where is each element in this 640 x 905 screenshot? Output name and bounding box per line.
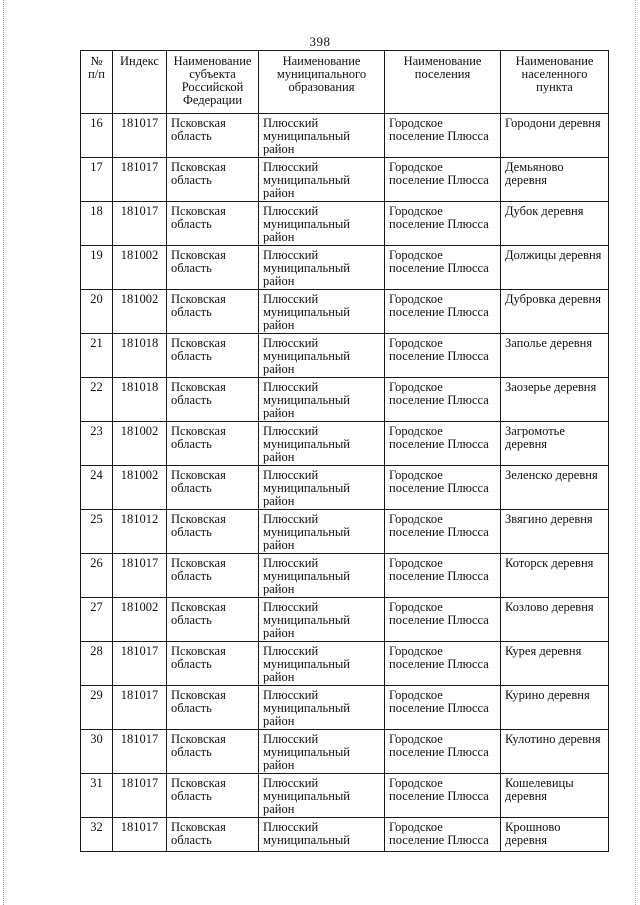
table-row <box>81 114 609 158</box>
row-index-text: 181002 <box>120 600 159 614</box>
row-settlement-text: Городское поселение Плюсса <box>389 600 489 627</box>
table-body <box>81 114 609 852</box>
row-locality <box>501 334 609 378</box>
row-subject <box>167 290 259 334</box>
row-number <box>81 378 113 422</box>
row-subject <box>167 246 259 290</box>
row-index <box>113 510 167 554</box>
row-subject-text: Псковская область <box>171 204 226 231</box>
row-locality <box>501 158 609 202</box>
row-index <box>113 158 167 202</box>
row-municipality-text: Плюсский муниципальный район <box>263 688 350 728</box>
row-municipality-text: Плюсский муниципальный район <box>263 776 350 816</box>
row-number <box>81 642 113 686</box>
row-number-text: 16 <box>90 116 103 130</box>
row-number-text: 28 <box>90 644 103 658</box>
row-municipality-text: Плюсский муниципальный район <box>263 116 350 156</box>
row-number <box>81 158 113 202</box>
row-municipality-text: Плюсский муниципальный <box>263 820 350 847</box>
row-locality <box>501 818 609 852</box>
row-number <box>81 554 113 598</box>
table-row <box>81 774 609 818</box>
row-subject <box>167 510 259 554</box>
row-index-text: 181017 <box>120 556 159 570</box>
row-subject-text: Псковская область <box>171 512 226 539</box>
row-number-text: 19 <box>90 248 103 262</box>
row-index-text: 181002 <box>120 424 159 438</box>
row-subject <box>167 202 259 246</box>
row-municipality-text: Плюсский муниципальный район <box>263 424 350 464</box>
row-municipality <box>259 334 385 378</box>
row-index <box>113 774 167 818</box>
row-locality <box>501 114 609 158</box>
row-settlement-text: Городское поселение Плюсса <box>389 556 489 583</box>
settlements-table <box>80 50 609 852</box>
row-locality <box>501 466 609 510</box>
row-subject <box>167 642 259 686</box>
row-subject <box>167 378 259 422</box>
header-number: № п/п <box>81 51 113 114</box>
row-settlement-text: Городское поселение Плюсса <box>389 380 489 407</box>
header-municipality: Наименование муниципального образования <box>259 51 385 114</box>
row-municipality <box>259 114 385 158</box>
row-subject-text: Псковская область <box>171 688 226 715</box>
row-subject-text: Псковская область <box>171 776 226 803</box>
row-subject <box>167 554 259 598</box>
row-number-text: 30 <box>90 732 103 746</box>
header-index: Индекс <box>113 51 167 114</box>
row-settlement <box>385 202 501 246</box>
row-municipality <box>259 246 385 290</box>
row-municipality <box>259 774 385 818</box>
table-row <box>81 334 609 378</box>
row-number-text: 32 <box>90 820 103 834</box>
row-settlement <box>385 246 501 290</box>
row-index <box>113 598 167 642</box>
table-row <box>81 202 609 246</box>
row-settlement-text: Городское поселение Плюсса <box>389 116 489 143</box>
row-municipality-text: Плюсский муниципальный район <box>263 336 350 376</box>
table-row <box>81 158 609 202</box>
row-number-text: 27 <box>90 600 103 614</box>
row-number <box>81 686 113 730</box>
row-number-text: 20 <box>90 292 103 306</box>
row-subject-text: Псковская область <box>171 160 226 187</box>
table-row <box>81 246 609 290</box>
scan-edge-right <box>635 0 637 905</box>
row-locality <box>501 378 609 422</box>
row-locality-text: Заполье деревня <box>505 336 593 350</box>
row-locality <box>501 730 609 774</box>
row-settlement-text: Городское поселение Плюсса <box>389 776 489 803</box>
header-settlement: Наименование поселения <box>385 51 501 114</box>
row-number <box>81 290 113 334</box>
row-settlement <box>385 290 501 334</box>
row-index-text: 181017 <box>120 776 159 790</box>
row-settlement-text: Городское поселение Плюсса <box>389 160 489 187</box>
row-settlement-text: Городское поселение Плюсса <box>389 336 489 363</box>
row-number <box>81 114 113 158</box>
row-locality-text: Козлово деревня <box>505 600 594 614</box>
row-settlement <box>385 686 501 730</box>
row-subject <box>167 818 259 852</box>
row-locality <box>501 290 609 334</box>
row-municipality-text: Плюсский муниципальный район <box>263 204 350 244</box>
table-header-row <box>81 51 609 114</box>
row-index-text: 181017 <box>120 644 159 658</box>
row-locality <box>501 774 609 818</box>
row-municipality-text: Плюсский муниципальный район <box>263 600 350 640</box>
row-number <box>81 246 113 290</box>
row-index <box>113 642 167 686</box>
row-settlement-text: Городское поселение Плюсса <box>389 512 489 539</box>
row-index <box>113 466 167 510</box>
row-settlement <box>385 598 501 642</box>
row-municipality-text: Плюсский муниципальный район <box>263 556 350 596</box>
row-number <box>81 598 113 642</box>
row-subject-text: Псковская область <box>171 424 226 451</box>
row-settlement <box>385 774 501 818</box>
row-municipality <box>259 686 385 730</box>
row-number <box>81 202 113 246</box>
row-index <box>113 818 167 852</box>
row-index <box>113 686 167 730</box>
row-number <box>81 510 113 554</box>
row-index-text: 181018 <box>120 336 159 350</box>
row-settlement-text: Городское поселение Плюсса <box>389 424 489 451</box>
header-subject: Наименование субъекта Российской Федерации <box>167 51 259 114</box>
row-settlement <box>385 114 501 158</box>
row-municipality <box>259 598 385 642</box>
row-locality-text: Крошново деревня <box>505 820 561 847</box>
row-municipality <box>259 554 385 598</box>
row-number <box>81 774 113 818</box>
row-locality-text: Кулотино деревня <box>505 732 601 746</box>
row-index <box>113 202 167 246</box>
row-locality <box>501 598 609 642</box>
table-row <box>81 554 609 598</box>
row-locality-text: Зеленско деревня <box>505 468 598 482</box>
row-municipality <box>259 510 385 554</box>
table-row <box>81 730 609 774</box>
row-locality-text: Звягино деревня <box>505 512 593 526</box>
row-subject <box>167 114 259 158</box>
row-subject <box>167 158 259 202</box>
table-row <box>81 818 609 852</box>
table-row <box>81 510 609 554</box>
row-subject <box>167 422 259 466</box>
row-index <box>113 422 167 466</box>
row-index-text: 181017 <box>120 688 159 702</box>
row-number <box>81 818 113 852</box>
row-municipality <box>259 290 385 334</box>
row-number-text: 17 <box>90 160 103 174</box>
row-locality <box>501 686 609 730</box>
row-locality <box>501 246 609 290</box>
row-municipality-text: Плюсский муниципальный район <box>263 732 350 772</box>
row-subject-text: Псковская область <box>171 336 226 363</box>
row-subject-text: Псковская область <box>171 644 226 671</box>
row-locality <box>501 422 609 466</box>
row-settlement <box>385 378 501 422</box>
row-subject <box>167 334 259 378</box>
row-settlement <box>385 818 501 852</box>
row-locality-text: Кошелевицы деревня <box>505 776 574 803</box>
row-number <box>81 466 113 510</box>
row-locality-text: Городони деревня <box>505 116 601 130</box>
table-row <box>81 422 609 466</box>
row-number-text: 18 <box>90 204 103 218</box>
row-subject-text: Псковская область <box>171 380 226 407</box>
row-index-text: 181017 <box>120 204 159 218</box>
row-municipality <box>259 422 385 466</box>
row-number-text: 26 <box>90 556 103 570</box>
row-locality-text: Дубровка деревня <box>505 292 601 306</box>
row-subject <box>167 686 259 730</box>
row-number <box>81 422 113 466</box>
row-locality <box>501 554 609 598</box>
row-number-text: 31 <box>90 776 103 790</box>
row-number-text: 23 <box>90 424 103 438</box>
row-locality-text: Загромотье деревня <box>505 424 565 451</box>
row-index <box>113 290 167 334</box>
row-locality-text: Курино деревня <box>505 688 590 702</box>
row-locality <box>501 202 609 246</box>
row-settlement-text: Городское поселение Плюсса <box>389 644 489 671</box>
row-number-text: 21 <box>90 336 103 350</box>
row-municipality-text: Плюсский муниципальный район <box>263 512 350 552</box>
row-settlement <box>385 510 501 554</box>
row-municipality-text: Плюсский муниципальный район <box>263 160 350 200</box>
row-settlement-text: Городское поселение Плюсса <box>389 204 489 231</box>
row-subject-text: Псковская область <box>171 116 226 143</box>
row-index <box>113 730 167 774</box>
row-locality-text: Дубок деревня <box>505 204 584 218</box>
row-settlement-text: Городское поселение Плюсса <box>389 820 489 847</box>
table-row <box>81 686 609 730</box>
row-subject-text: Псковская область <box>171 468 226 495</box>
row-index-text: 181017 <box>120 732 159 746</box>
row-settlement-text: Городское поселение Плюсса <box>389 248 489 275</box>
table-row <box>81 378 609 422</box>
row-index-text: 181017 <box>120 116 159 130</box>
row-number-text: 25 <box>90 512 103 526</box>
row-subject-text: Псковская область <box>171 556 226 583</box>
row-settlement-text: Городское поселение Плюсса <box>389 732 489 759</box>
row-number <box>81 730 113 774</box>
row-locality <box>501 510 609 554</box>
table-row <box>81 642 609 686</box>
row-municipality-text: Плюсский муниципальный район <box>263 468 350 508</box>
row-index-text: 181002 <box>120 248 159 262</box>
row-number <box>81 334 113 378</box>
row-index <box>113 334 167 378</box>
row-municipality <box>259 466 385 510</box>
row-subject-text: Псковская область <box>171 820 226 847</box>
row-index-text: 181002 <box>120 468 159 482</box>
row-settlement <box>385 158 501 202</box>
row-settlement <box>385 466 501 510</box>
row-index <box>113 114 167 158</box>
row-municipality <box>259 818 385 852</box>
row-subject-text: Псковская область <box>171 248 226 275</box>
header-locality: Наименование населенного пункта <box>501 51 609 114</box>
row-municipality-text: Плюсский муниципальный район <box>263 292 350 332</box>
row-subject <box>167 466 259 510</box>
row-settlement <box>385 554 501 598</box>
table-row <box>81 598 609 642</box>
row-index-text: 181017 <box>120 160 159 174</box>
row-number-text: 22 <box>90 380 103 394</box>
row-index <box>113 246 167 290</box>
row-subject-text: Псковская область <box>171 600 226 627</box>
row-index-text: 181012 <box>120 512 159 526</box>
row-index-text: 181002 <box>120 292 159 306</box>
row-locality-text: Демьяново деревня <box>505 160 564 187</box>
row-locality <box>501 642 609 686</box>
row-locality-text: Которск деревня <box>505 556 594 570</box>
row-settlement <box>385 642 501 686</box>
row-municipality-text: Плюсский муниципальный район <box>263 380 350 420</box>
page-number: 398 <box>309 34 331 49</box>
row-index-text: 181018 <box>120 380 159 394</box>
row-subject-text: Псковская область <box>171 292 226 319</box>
table-row <box>81 466 609 510</box>
row-municipality-text: Плюсский муниципальный район <box>263 248 350 288</box>
row-municipality-text: Плюсский муниципальный район <box>263 644 350 684</box>
row-locality-text: Заозерье деревня <box>505 380 597 394</box>
row-number-text: 24 <box>90 468 103 482</box>
row-settlement-text: Городское поселение Плюсса <box>389 688 489 715</box>
row-settlement <box>385 730 501 774</box>
row-subject <box>167 730 259 774</box>
row-settlement <box>385 334 501 378</box>
row-index-text: 181017 <box>120 820 159 834</box>
row-number-text: 29 <box>90 688 103 702</box>
row-locality-text: Должицы деревня <box>505 248 602 262</box>
row-locality-text: Курея деревня <box>505 644 582 658</box>
row-subject-text: Псковская область <box>171 732 226 759</box>
row-subject <box>167 598 259 642</box>
row-municipality <box>259 158 385 202</box>
row-municipality <box>259 730 385 774</box>
table-row <box>81 290 609 334</box>
row-settlement <box>385 422 501 466</box>
row-subject <box>167 774 259 818</box>
row-settlement-text: Городское поселение Плюсса <box>389 468 489 495</box>
scan-edge-left <box>3 0 5 905</box>
row-municipality <box>259 378 385 422</box>
row-index <box>113 378 167 422</box>
row-municipality <box>259 642 385 686</box>
row-settlement-text: Городское поселение Плюсса <box>389 292 489 319</box>
row-index <box>113 554 167 598</box>
row-municipality <box>259 202 385 246</box>
